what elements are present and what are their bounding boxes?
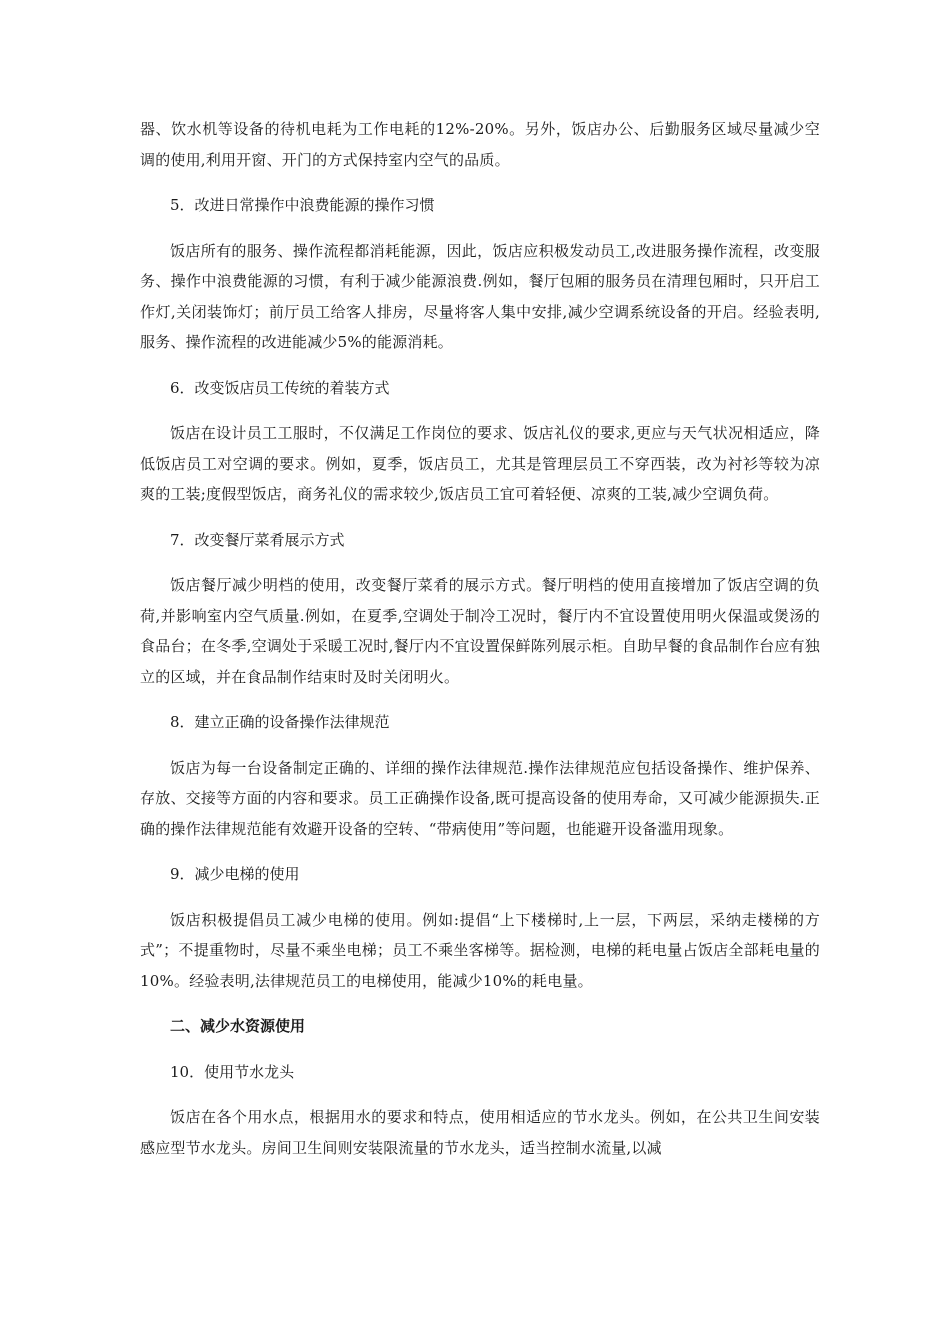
document-page xyxy=(140,114,820,1163)
body-paragraph-8: 饭店为每一台设备制定正确的、详细的操作法律规范.操作法律规范应包括设备操作、维护保养、存放、交接等方面的内容和要求。员工正确操作设备,既可提高设备的使用寿命，又可减少能源损失.正确的操作法律规范能有效避开设备的空转、“带病使用”等问题，也能避开设备滥用现象。 xyxy=(140,758,820,838)
item-heading-5: 5．改进日常操作中浪费能源的操作习惯 xyxy=(170,196,435,214)
body-paragraph-9: 饭店积极提倡员工减少电梯的使用。例如:提倡“上下楼梯时,上一层，下两层，采纳走楼梯的方式”；不提重物时，尽量不乘坐电梯；员工不乘坐客梯等。据检测，电梯的耗电量占饭店全部耗电量的10%。经验表明,法律规范员工的电梯使用，能减少10%的耗电量。 xyxy=(140,910,820,990)
item-heading-7: 7．改变餐厅菜肴展示方式 xyxy=(170,530,345,549)
body-paragraph-continued: 器、饮水机等设备的待机电耗为工作电耗的12%-20%。另外，饭店办公、后勤服务区域尽量减少空调的使用,利用开窗、开门的方式保持室内空气的品质。 xyxy=(140,120,820,169)
section-heading-water: 二、减少水资源使用 xyxy=(170,1017,306,1035)
body-paragraph-5: 饭店所有的服务、操作流程都消耗能源，因此，饭店应积极发动员工,改进服务操作流程，改变服务、操作中浪费能源的习惯，有利于减少能源浪费.例如，餐厅包厢的服务员在清理包厢时，只开启工作灯,关闭装饰灯；前厅员工给客人排房，尽量将客人集中安排,减少空调系统设备的开启。经验表明,服务、操作流程的改进能减少5%的能源消耗。 xyxy=(140,241,820,351)
body-paragraph-7: 饭店餐厅减少明档的使用，改变餐厅菜肴的展示方式。餐厅明档的使用直接增加了饭店空调的负荷,并影响室内空气质量.例如，在夏季,空调处于制冷工况时，餐厅内不宜设置使用明火保温或煲汤的食品台；在冬季,空调处于采暖工况时,餐厅内不宜设置保鲜陈列展示柜。自助早餐的食品制作台应有独立的区域，并在食品制作结束时及时关闭明火。 xyxy=(140,576,820,686)
item-heading-8: 8．建立正确的设备操作法律规范 xyxy=(170,713,390,731)
item-heading-9: 9．减少电梯的使用 xyxy=(170,865,300,883)
body-paragraph-6: 饭店在设计员工工服时，不仅满足工作岗位的要求、饭店礼仪的要求,更应与天气状况相适应，降低饭店员工对空调的要求。例如，夏季，饭店员工，尤其是管理层员工不穿西装，改为衬衫等较为凉爽的工装;度假型饭店，商务礼仪的需求较少,饭店员工宜可着轻便、凉爽的工装,减少空调负荷。 xyxy=(140,424,820,503)
item-heading-10: 10．使用节水龙头 xyxy=(170,1062,295,1081)
body-paragraph-10: 饭店在各个用水点，根据用水的要求和特点，使用相适应的节水龙头。例如，在公共卫生间安装感应型节水龙头。房间卫生间则安装限流量的节水龙头，适当控制水流量,以减 xyxy=(140,1108,820,1157)
item-heading-6: 6．改变饭店员工传统的着装方式 xyxy=(170,378,390,397)
